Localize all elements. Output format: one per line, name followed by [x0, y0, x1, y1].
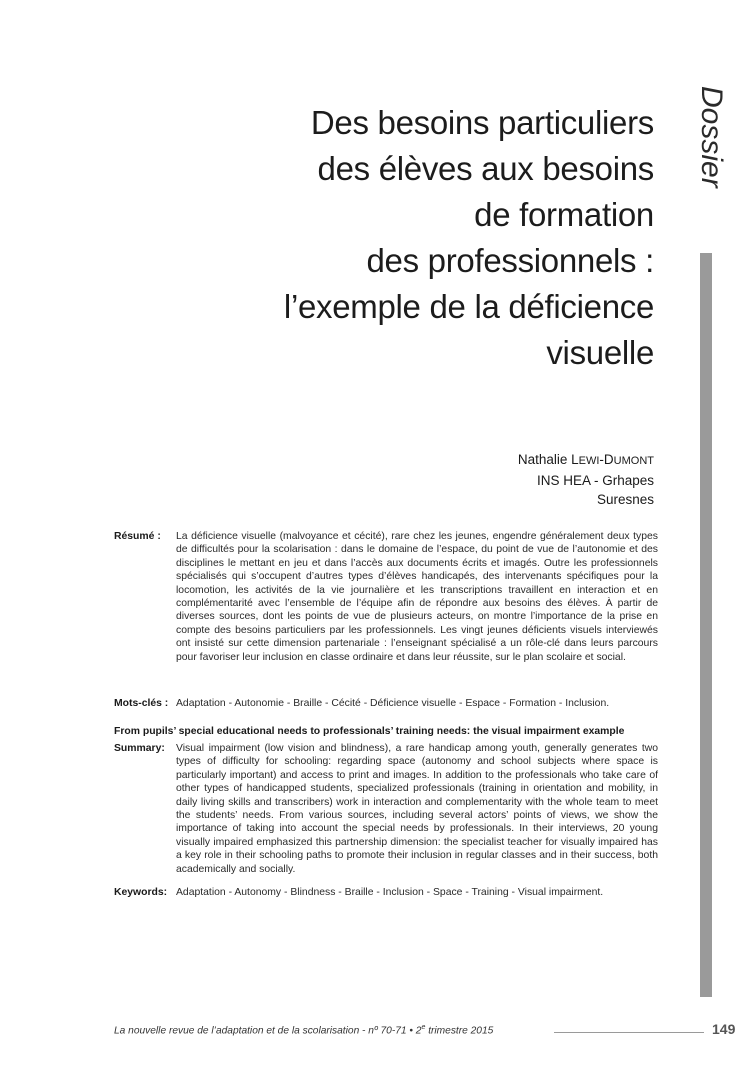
page-footer — [114, 1021, 736, 1040]
side-margin-bar — [700, 253, 712, 997]
resume-text: La déficience visuelle (malvoyance et cécité), rare chez les jeunes, engendre généralement deux types de difficultés pour la scolarisation : dans le domaine de l’espace, du point de vue de l’autonomie et des disciplines le mettant en jeu et dans l’accès aux documents écrits et imagés. Outre les professionnels spécialisés qui s’occupent d’autres types d’élèves handicapés, des intervenants spécifiques pour la locomotion, les activités de la vie journalière et les transcriptions travaillent en interaction et en complémentarité avec l’ensemble de l’équipe afin de répondre aux besoins des élèves. À partir de diverses sources, dont les points de vue de plusieurs acteurs, on montre l’importance de la prise en compte des besoins particuliers par les professionnels. Les vingt jeunes déficients visuels interviewés ont insisté sur cette dimension partenariale : l’enseignant spécialisé a un rôle-clé dans leurs parcours pour favoriser leur inclusion en classe ordinaire et dans leur réussite, sur le plan scolaire et social. — [176, 531, 658, 663]
english-title: From pupils’ special educational needs to professionals’ training needs: the visual impairment example — [114, 726, 625, 737]
author-affiliation: INS HEA - Grhapes — [536, 473, 654, 488]
title-line: visuelle — [546, 334, 654, 371]
summary-label: Summary: — [114, 743, 165, 754]
keywords-text: Adaptation - Autonomy - Blindness - Braille - Inclusion - Space - Training - Visual impairment. — [176, 887, 604, 898]
resume-label: Résumé : — [114, 531, 161, 542]
title-line: de formation — [474, 196, 654, 233]
keywords-label: Keywords: — [114, 887, 168, 898]
journal-citation: La nouvelle revue de l’adaptation et de la scolarisation - nº 70-71 • 2e trimestre 2015 — [114, 1024, 494, 1037]
author-block — [354, 450, 654, 509]
title-line: des élèves aux besoins — [317, 150, 654, 187]
title-line: Des besoins particuliers — [310, 104, 654, 141]
author-city: Suresnes — [596, 492, 654, 507]
footer-rule — [554, 1032, 704, 1033]
mots-cles-text: Adaptation - Autonomie - Braille - Cécité - Déficience visuelle - Espace - Formation - Inclusion. — [176, 698, 610, 709]
mots-cles-section — [114, 697, 658, 710]
summary-text: Visual impairment (low vision and blindness), a rare handicap among youth, generally generates two types of difficulty for schooling: regarding space (autonomy and school subjects where space is particularly important) and access to print and images. In addition to the professionals who take care of other types of handicapped students, specialized professionals (training in orientation and mobility, in daily living skills and transcribers) work in interaction and complementarity with the whole team to meet the students’ needs. From various sources, including several actors’ points of views, we show the importance of taking into account the special needs by professionals. In their interviews, 20 young visually impaired emphasized this partnership dimension: the specialist teacher for visually impaired has a key role in their schooling paths to promote their inclusion in regular classes and in their success, both academically and socially. — [176, 743, 658, 875]
resume-section — [114, 530, 658, 664]
article-title — [94, 100, 654, 376]
page-number: 149 — [712, 1021, 736, 1037]
title-line: des professionnels : — [366, 242, 654, 279]
author-name: Nathalie LEWI-DUMONT — [517, 452, 654, 467]
keywords-section — [114, 886, 658, 899]
mots-cles-label: Mots-clés : — [114, 698, 169, 709]
section-tab-dossier: Dossier — [695, 86, 728, 188]
summary-section — [114, 742, 658, 876]
title-line: l’exemple de la déficience — [283, 288, 654, 325]
